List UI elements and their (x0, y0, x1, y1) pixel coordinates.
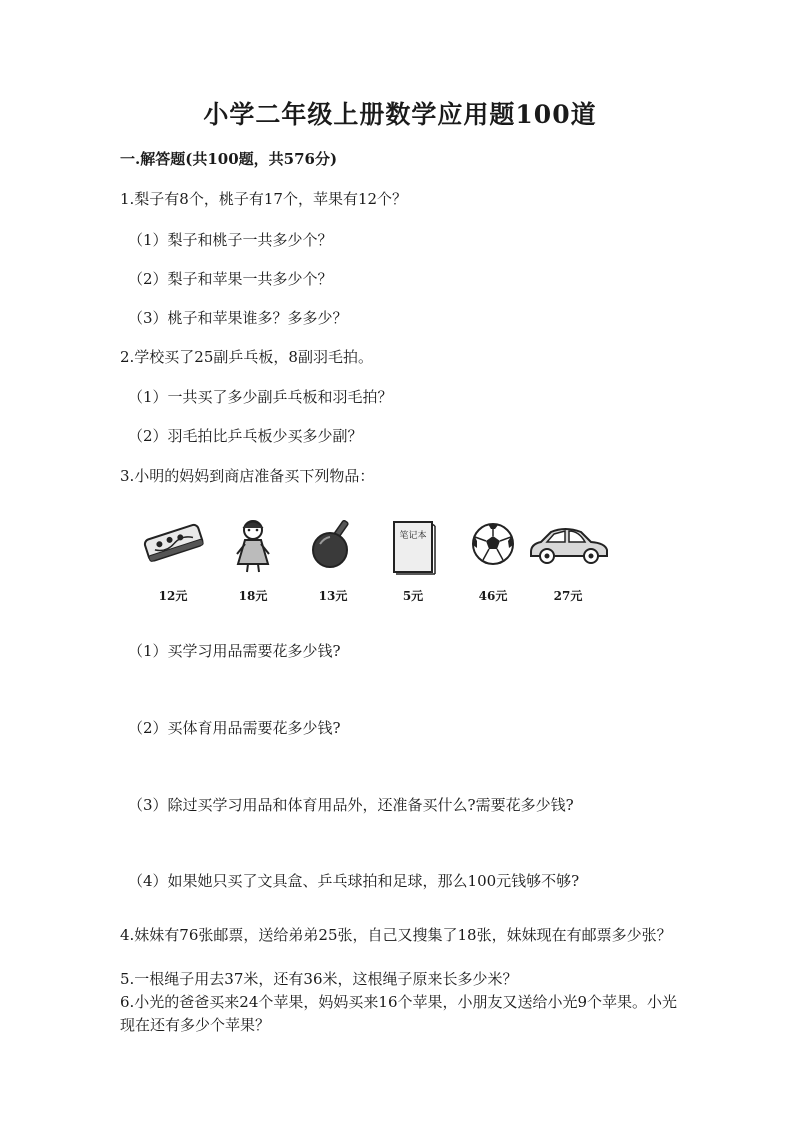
question-1-part-3: （3）桃子和苹果谁多？多多少？ (128, 309, 348, 327)
question-3-part-4: （4）如果她只买了文具盒、乒乓球拍和足球，那么100元钱够不够? (128, 872, 580, 890)
section-heading: 一.解答题(共100题，共576分) (120, 150, 338, 168)
item-paddle (298, 518, 368, 608)
notebook-label: 笔记本 (399, 531, 427, 541)
item-price: 18元 (238, 589, 268, 603)
question-1-stem: 1.梨子有8个，桃子有17个，苹果有12个？ (120, 190, 408, 208)
pencil-case-icon (140, 518, 206, 570)
item-price: 12元 (158, 589, 188, 603)
item-soccer-ball (458, 518, 528, 608)
question-3-part-1: （1）买学习用品需要花多少钱? (128, 642, 341, 660)
question-3-part-3: （3）除过买学习用品和体育用品外，还准备买什么?需要花多少钱? (128, 796, 574, 814)
question-5: 5.一根绳子用去37米，还有36米，这根绳子原来长多少米？ (120, 970, 518, 988)
item-price: 5元 (402, 589, 424, 603)
doll-icon (228, 518, 278, 574)
item-pencil-case (138, 518, 208, 608)
question-6: 6.小光的爸爸买来24个苹果，妈妈买来16个苹果，小朋友又送给小光9个苹果。小光现在还有多少个苹果？ (120, 993, 678, 1034)
question-2-stem: 2.学校买了25副乒乓板，8副羽毛拍。 (120, 348, 373, 366)
question-1-part-2: （2）梨子和苹果一共多少个？ (128, 270, 333, 288)
question-2-part-2: （2）羽毛拍比乒乓板少买多少副？ (128, 427, 363, 445)
item-price: 27元 (553, 589, 583, 603)
soccer-ball-icon (468, 518, 518, 570)
shop-items-figure (138, 518, 618, 608)
question-2-part-1: （1）一共买了多少副乒乓板和羽毛拍？ (128, 388, 393, 406)
item-notebook (378, 518, 448, 608)
page-title: 小学二年级上册数学应用题100道 (203, 100, 597, 129)
notebook-icon (388, 518, 438, 576)
item-price: 13元 (318, 589, 348, 603)
item-toy-car (523, 518, 613, 608)
question-3-part-2: （2）买体育用品需要花多少钱? (128, 719, 341, 737)
item-price: 46元 (478, 589, 508, 603)
question-3-stem: 3.小明的妈妈到商店准备买下列物品： (120, 467, 375, 485)
ping-pong-paddle-icon (308, 518, 358, 574)
question-4: 4.妹妹有76张邮票，送给弟弟25张，自己又搜集了18张，妹妹现在有邮票多少张？ (120, 926, 672, 944)
item-doll (218, 518, 288, 608)
toy-car-icon (525, 518, 611, 568)
question-1-part-1: （1）梨子和桃子一共多少个？ (128, 231, 333, 249)
